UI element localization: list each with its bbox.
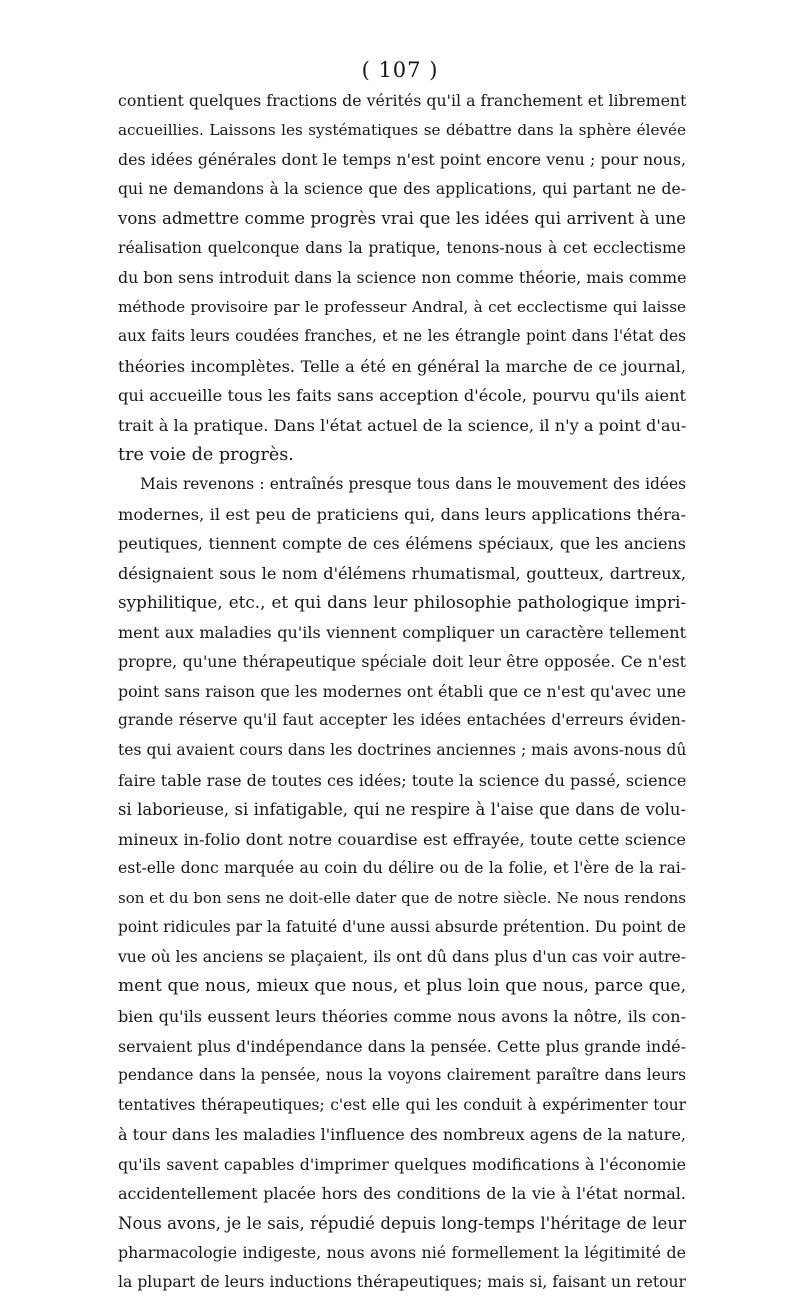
text-line: pharmacologie indigeste, nous avons nié formellement la légitimité de — [118, 1243, 686, 1263]
page-number: ( 107 ) — [361, 58, 439, 82]
text-line: trait à la pratique. Dans l'état actuel de la science, il n'y a point d'au- — [118, 416, 687, 436]
text-line: du bon sens introduit dans la science non comme théorie, mais comme — [118, 268, 687, 288]
text-line: est-elle donc marquée au coin du délire ou de la folie, et l'ère de la rai- — [118, 859, 686, 878]
text-line: ment aux maladies qu'ils viennent compliquer un caractère tellement — [118, 622, 686, 642]
text-line: bien qu'ils eussent leurs théories comme nous avons la nôtre, ils con- — [118, 1006, 686, 1026]
text-line: la plupart de leurs inductions thérapeutiques; mais si, faisant un retour — [118, 1272, 686, 1291]
text-line: ment que nous, mieux que nous, et plus loin que nous, parce que, — [118, 976, 686, 997]
text-line: faire table rase de toutes ces idées; toute la science du passé, science — [118, 770, 687, 790]
text-line: réalisation quelconque dans la pratique, tenons-nous à cet ecclectisme — [118, 238, 686, 257]
paragraph-first-line: Mais revenons : entraînés presque tous dans le mouvement des idées — [140, 475, 686, 494]
text-line: qu'ils savent capables d'imprimer quelques modifications à l'économie — [118, 1154, 686, 1174]
text-line: tre voie de progrès. — [118, 444, 294, 465]
text-line: Nous avons, je le sais, répudié depuis long-temps l'héritage de leur — [118, 1213, 686, 1233]
text-line: accidentellement placée hors des conditions de la vie à l'état normal. — [118, 1184, 686, 1204]
text-line: à tour dans les maladies l'influence des nombreux agens de la nature, — [118, 1125, 686, 1145]
text-line: tes qui avaient cours dans les doctrines anciennes ; mais avons-nous dû — [118, 741, 687, 760]
text-line: point ridicules par la fatuité d'une aussi absurde prétention. Du point de — [118, 918, 686, 937]
text-line: qui ne demandons à la science que des applications, qui partant ne de- — [118, 179, 686, 198]
text-line: point sans raison que les modernes ont établi que ce n'est qu'avec une — [118, 681, 686, 701]
text-line: vue où les anciens se plaçaient, ils ont dû dans plus d'un cas voir autre- — [118, 947, 686, 966]
text-line: contient quelques fractions de vérités qu'il a franchement et librement — [118, 91, 687, 110]
text-line: syphilitique, etc., et qui dans leur philosophie pathologique impri- — [118, 592, 686, 613]
text-line: des idées générales dont le temps n'est point encore venu ; pour nous, — [118, 150, 686, 170]
text-line: qui accueille tous les faits sans acception d'école, pourvu qu'ils aient — [118, 386, 686, 406]
text-line: vons admettre comme progrès vrai que les idées qui arrivent à une — [118, 209, 686, 229]
text-line: théories incomplètes. Telle a été en général la marche de ce journal, — [118, 356, 686, 376]
text-line: pendance dans la pensée, nous la voyons clairement paraître dans leurs — [118, 1066, 686, 1085]
text-line: désignaient sous le nom d'élémens rhumatismal, goutteux, dartreux, — [118, 563, 686, 583]
text-line: servaient plus d'indépendance dans la pensée. Cette plus grande indé- — [118, 1036, 686, 1056]
text-line: aux faits leurs coudées franches, et ne les étrangle point dans l'état des — [118, 327, 686, 346]
body-text — [118, 86, 686, 1297]
text-line: grande réserve qu'il faut accepter les idées entachées d'erreurs éviden- — [118, 711, 686, 730]
text-line: son et du bon sens ne doit-elle dater que de notre siècle. Ne nous rendons — [118, 888, 686, 907]
text-line: peutiques, tiennent compte de ces élémens spéciaux, que les anciens — [118, 534, 686, 554]
text-line: accueillies. Laissons les systématiques se débattre dans la sphère élevée — [118, 120, 686, 139]
text-line: modernes, il est peu de praticiens qui, dans leurs applications théra- — [118, 504, 686, 524]
text-line: propre, qu'une thérapeutique spéciale doit leur être opposée. Ce n'est — [118, 652, 686, 672]
text-line: tentatives thérapeutiques; c'est elle qui les conduit à expérimenter tour — [118, 1095, 686, 1114]
text-line: mineux in-folio dont notre couardise est effrayée, toute cette science — [118, 829, 686, 849]
text-line: si laborieuse, si infatigable, qui ne respire à l'aise que dans de volu- — [118, 800, 686, 820]
text-line: méthode provisoire par le professeur Andral, à cet ecclectisme qui laisse — [118, 297, 686, 316]
